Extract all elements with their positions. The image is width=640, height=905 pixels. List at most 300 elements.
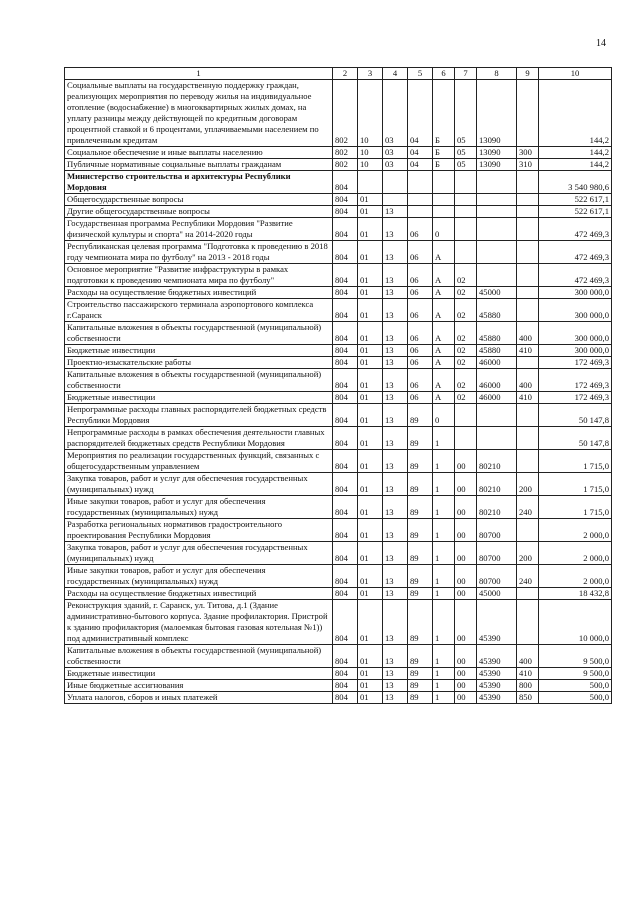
row-name: Уплата налогов, сборов и иных платежей — [65, 692, 333, 704]
code-vr — [517, 218, 539, 241]
code-cs4: 46000 — [477, 357, 517, 369]
code-pr: 13 — [383, 345, 408, 357]
code-pr: 13 — [383, 680, 408, 692]
code-vr: 400 — [517, 369, 539, 392]
code-cs2: 0 — [433, 404, 455, 427]
code-vr — [517, 80, 539, 147]
row-amount: 1 715,0 — [539, 450, 612, 473]
code-gp: 804 — [333, 519, 358, 542]
table-row — [65, 392, 612, 404]
code-rz: 01 — [358, 241, 383, 264]
code-cs2: 1 — [433, 645, 455, 668]
code-rz: 01 — [358, 496, 383, 519]
code-cs4 — [477, 194, 517, 206]
column-header: 3 — [358, 68, 383, 80]
row-amount: 9 500,0 — [539, 645, 612, 668]
code-cs1 — [408, 206, 433, 218]
code-rz: 01 — [358, 287, 383, 299]
code-vr — [517, 600, 539, 645]
code-cs4: 45390 — [477, 668, 517, 680]
row-amount: 1 715,0 — [539, 473, 612, 496]
code-cs3: 00 — [455, 692, 477, 704]
code-cs1: 06 — [408, 392, 433, 404]
code-cs4: 46000 — [477, 392, 517, 404]
code-rz: 01 — [358, 404, 383, 427]
row-amount: 472 469,3 — [539, 241, 612, 264]
code-cs2: 1 — [433, 565, 455, 588]
row-name: Республиканская целевая программа "Подготовка к проведению в 2018 году чемпионата мира по футболу" на 2013 - 2018 годы — [65, 241, 333, 264]
code-rz: 01 — [358, 600, 383, 645]
code-vr — [517, 404, 539, 427]
code-cs4: 80700 — [477, 519, 517, 542]
code-cs4 — [477, 206, 517, 218]
column-header: 8 — [477, 68, 517, 80]
code-pr: 13 — [383, 404, 408, 427]
code-cs2: 1 — [433, 473, 455, 496]
code-cs1: 06 — [408, 264, 433, 287]
code-cs3: 02 — [455, 392, 477, 404]
code-cs2: 1 — [433, 600, 455, 645]
code-cs2: 1 — [433, 427, 455, 450]
code-pr: 13 — [383, 264, 408, 287]
code-cs4: 46000 — [477, 369, 517, 392]
code-cs3: 05 — [455, 159, 477, 171]
code-cs2 — [433, 171, 455, 194]
code-cs2: 1 — [433, 692, 455, 704]
code-cs3: 00 — [455, 588, 477, 600]
code-pr: 13 — [383, 588, 408, 600]
code-cs1: 06 — [408, 345, 433, 357]
column-header: 10 — [539, 68, 612, 80]
code-rz: 01 — [358, 206, 383, 218]
table-row — [65, 692, 612, 704]
row-amount: 500,0 — [539, 680, 612, 692]
code-vr: 850 — [517, 692, 539, 704]
table-row — [65, 588, 612, 600]
code-cs3 — [455, 171, 477, 194]
code-cs3: 02 — [455, 357, 477, 369]
code-rz: 01 — [358, 645, 383, 668]
code-cs1: 06 — [408, 287, 433, 299]
code-gp: 804 — [333, 645, 358, 668]
code-cs3 — [455, 427, 477, 450]
code-vr: 310 — [517, 159, 539, 171]
code-cs1: 04 — [408, 159, 433, 171]
row-amount: 3 540 980,6 — [539, 171, 612, 194]
row-amount: 2 000,0 — [539, 565, 612, 588]
code-cs1 — [408, 194, 433, 206]
code-gp: 804 — [333, 680, 358, 692]
code-vr: 200 — [517, 542, 539, 565]
code-cs4: 45880 — [477, 322, 517, 345]
code-cs4: 45390 — [477, 645, 517, 668]
code-rz: 01 — [358, 473, 383, 496]
table-row — [65, 680, 612, 692]
code-cs4: 45000 — [477, 588, 517, 600]
row-amount: 472 469,3 — [539, 218, 612, 241]
code-cs4 — [477, 427, 517, 450]
code-vr — [517, 588, 539, 600]
code-cs4: 45390 — [477, 600, 517, 645]
row-name: Министерство строительства и архитектуры Республики Мордовия — [65, 171, 333, 194]
code-rz: 01 — [358, 299, 383, 322]
code-pr: 03 — [383, 147, 408, 159]
code-vr: 410 — [517, 668, 539, 680]
row-amount: 172 469,3 — [539, 392, 612, 404]
code-cs2: 1 — [433, 680, 455, 692]
code-cs2: 0 — [433, 218, 455, 241]
code-rz: 01 — [358, 565, 383, 588]
code-pr: 13 — [383, 692, 408, 704]
code-gp: 804 — [333, 692, 358, 704]
code-cs1: 89 — [408, 496, 433, 519]
row-name: Расходы на осуществление бюджетных инвестиций — [65, 287, 333, 299]
code-cs3: 02 — [455, 369, 477, 392]
row-amount: 2 000,0 — [539, 542, 612, 565]
code-rz: 01 — [358, 357, 383, 369]
row-name: Разработка региональных нормативов градостроительного проектирования Республики Мордовия — [65, 519, 333, 542]
table-body — [65, 68, 612, 704]
code-gp: 804 — [333, 264, 358, 287]
row-name: Государственная программа Республики Мордовия "Развитие физической культуры и спорта" на 2014-2020 годы — [65, 218, 333, 241]
table-row — [65, 645, 612, 668]
row-name: Непрограммные расходы главных распорядителей бюджетных средств Республики Мордовия — [65, 404, 333, 427]
code-rz: 01 — [358, 668, 383, 680]
row-name: Закупка товаров, работ и услуг для обеспечения государственных (муниципальных) нужд — [65, 542, 333, 565]
code-pr: 13 — [383, 473, 408, 496]
code-cs4: 80210 — [477, 450, 517, 473]
code-vr: 300 — [517, 147, 539, 159]
code-rz: 01 — [358, 692, 383, 704]
code-pr: 13 — [383, 645, 408, 668]
row-name: Иные закупки товаров, работ и услуг для обеспечения государственных (муниципальных) нужд — [65, 565, 333, 588]
code-vr — [517, 427, 539, 450]
code-cs4: 45390 — [477, 692, 517, 704]
code-cs3 — [455, 218, 477, 241]
table-row — [65, 542, 612, 565]
code-cs3: 00 — [455, 600, 477, 645]
code-rz: 10 — [358, 159, 383, 171]
code-vr: 240 — [517, 496, 539, 519]
row-name: Бюджетные инвестиции — [65, 668, 333, 680]
code-cs3: 02 — [455, 264, 477, 287]
code-cs2: 1 — [433, 496, 455, 519]
code-cs2: 1 — [433, 588, 455, 600]
code-cs2: 1 — [433, 450, 455, 473]
row-name: Мероприятия по реализации государственных функций, связанных с общегосударственным управлением — [65, 450, 333, 473]
row-name: Основное мероприятие "Развитие инфраструктуры в рамках подготовки к проведению чемпионата мира по футболу" — [65, 264, 333, 287]
code-rz: 01 — [358, 369, 383, 392]
code-cs2: 1 — [433, 519, 455, 542]
code-cs3: 02 — [455, 299, 477, 322]
code-pr: 13 — [383, 565, 408, 588]
code-gp: 804 — [333, 542, 358, 565]
code-pr: 13 — [383, 287, 408, 299]
code-gp: 804 — [333, 287, 358, 299]
table-row — [65, 194, 612, 206]
table-row — [65, 159, 612, 171]
code-cs3: 05 — [455, 80, 477, 147]
code-cs2: Б — [433, 159, 455, 171]
table-row — [65, 287, 612, 299]
code-cs2: А — [433, 299, 455, 322]
code-cs3: 05 — [455, 147, 477, 159]
code-pr: 13 — [383, 299, 408, 322]
code-gp: 804 — [333, 565, 358, 588]
code-cs1: 89 — [408, 680, 433, 692]
code-cs2: А — [433, 322, 455, 345]
code-cs4: 45390 — [477, 680, 517, 692]
code-cs3: 02 — [455, 287, 477, 299]
table-row — [65, 427, 612, 450]
code-cs2: А — [433, 392, 455, 404]
table-row — [65, 171, 612, 194]
code-pr: 13 — [383, 496, 408, 519]
code-cs1: 06 — [408, 322, 433, 345]
code-pr: 13 — [383, 206, 408, 218]
code-cs3: 00 — [455, 519, 477, 542]
code-cs1: 06 — [408, 357, 433, 369]
row-amount: 300 000,0 — [539, 322, 612, 345]
row-name: Публичные нормативные социальные выплаты гражданам — [65, 159, 333, 171]
code-cs3 — [455, 194, 477, 206]
code-cs4: 13090 — [477, 80, 517, 147]
row-amount: 172 469,3 — [539, 369, 612, 392]
code-cs3: 00 — [455, 450, 477, 473]
code-gp: 804 — [333, 473, 358, 496]
code-cs1: 89 — [408, 427, 433, 450]
code-pr: 13 — [383, 668, 408, 680]
code-rz: 01 — [358, 519, 383, 542]
row-name: Капитальные вложения в объекты государственной (муниципальной) собственности — [65, 645, 333, 668]
code-pr — [383, 194, 408, 206]
code-cs4: 13090 — [477, 159, 517, 171]
code-gp: 804 — [333, 404, 358, 427]
code-vr: 200 — [517, 473, 539, 496]
code-gp: 804 — [333, 668, 358, 680]
table-row — [65, 404, 612, 427]
code-vr: 240 — [517, 565, 539, 588]
code-cs2: Б — [433, 147, 455, 159]
code-cs1: 06 — [408, 299, 433, 322]
code-cs4 — [477, 264, 517, 287]
code-cs2 — [433, 206, 455, 218]
code-gp: 804 — [333, 450, 358, 473]
code-pr: 03 — [383, 159, 408, 171]
code-cs1: 89 — [408, 668, 433, 680]
code-cs4: 45880 — [477, 345, 517, 357]
row-name: Иные бюджетные ассигнования — [65, 680, 333, 692]
code-vr — [517, 287, 539, 299]
code-cs1: 89 — [408, 450, 433, 473]
code-vr — [517, 171, 539, 194]
code-pr: 13 — [383, 392, 408, 404]
code-cs4 — [477, 171, 517, 194]
code-gp: 804 — [333, 206, 358, 218]
budget-table — [64, 67, 612, 704]
code-pr: 13 — [383, 241, 408, 264]
code-gp: 804 — [333, 299, 358, 322]
row-amount: 522 617,1 — [539, 206, 612, 218]
code-cs4: 13090 — [477, 147, 517, 159]
table-row — [65, 369, 612, 392]
column-header: 7 — [455, 68, 477, 80]
table-row — [65, 80, 612, 147]
code-cs2: Б — [433, 80, 455, 147]
row-amount: 2 000,0 — [539, 519, 612, 542]
code-vr — [517, 519, 539, 542]
code-cs1: 89 — [408, 565, 433, 588]
code-gp: 804 — [333, 357, 358, 369]
code-cs2: А — [433, 369, 455, 392]
code-gp: 804 — [333, 427, 358, 450]
code-cs4 — [477, 404, 517, 427]
code-vr: 410 — [517, 392, 539, 404]
row-amount: 50 147,8 — [539, 427, 612, 450]
row-amount: 10 000,0 — [539, 600, 612, 645]
code-cs4: 80700 — [477, 565, 517, 588]
row-name: Социальное обеспечение и иные выплаты населению — [65, 147, 333, 159]
table-row — [65, 322, 612, 345]
row-amount: 300 000,0 — [539, 345, 612, 357]
column-header: 2 — [333, 68, 358, 80]
code-gp: 804 — [333, 496, 358, 519]
table-row — [65, 600, 612, 645]
code-cs1: 04 — [408, 147, 433, 159]
code-rz: 01 — [358, 450, 383, 473]
column-header: 1 — [65, 68, 333, 80]
code-gp: 802 — [333, 80, 358, 147]
table-row — [65, 473, 612, 496]
code-rz: 01 — [358, 680, 383, 692]
code-vr — [517, 206, 539, 218]
code-gp: 804 — [333, 194, 358, 206]
column-header: 9 — [517, 68, 539, 80]
table-row — [65, 241, 612, 264]
code-rz: 01 — [358, 345, 383, 357]
code-gp: 804 — [333, 218, 358, 241]
table-row — [65, 345, 612, 357]
table-row — [65, 147, 612, 159]
row-amount: 50 147,8 — [539, 404, 612, 427]
column-header: 4 — [383, 68, 408, 80]
code-pr: 13 — [383, 450, 408, 473]
code-vr: 410 — [517, 345, 539, 357]
row-amount: 300 000,0 — [539, 299, 612, 322]
code-pr — [383, 171, 408, 194]
row-name: Бюджетные инвестиции — [65, 392, 333, 404]
table-row — [65, 668, 612, 680]
code-cs2: А — [433, 345, 455, 357]
code-cs3 — [455, 241, 477, 264]
code-cs1: 04 — [408, 80, 433, 147]
code-cs2: А — [433, 264, 455, 287]
table-row — [65, 519, 612, 542]
code-cs1: 89 — [408, 588, 433, 600]
code-cs3: 00 — [455, 473, 477, 496]
table-header-row — [65, 68, 612, 80]
code-vr — [517, 241, 539, 264]
code-cs4: 45880 — [477, 299, 517, 322]
code-vr — [517, 264, 539, 287]
code-vr — [517, 450, 539, 473]
row-name: Проектно-изыскательские работы — [65, 357, 333, 369]
code-cs1: 89 — [408, 645, 433, 668]
row-name: Капитальные вложения в объекты государственной (муниципальной) собственности — [65, 369, 333, 392]
row-name: Непрограммные расходы в рамках обеспечения деятельности главных распорядителей бюджетных средств Республики Мордовия — [65, 427, 333, 450]
code-cs1: 89 — [408, 600, 433, 645]
row-name: Реконструкция зданий, г. Саранск, ул. Титова, д.1 (Здание административно-бытового корпуса. Здание профилактория. Пристрой к зданию профилактория (малоемкая бытовая газовая котельная №1)) под административный комплекс — [65, 600, 333, 645]
code-cs3 — [455, 404, 477, 427]
column-header: 5 — [408, 68, 433, 80]
code-vr — [517, 194, 539, 206]
code-pr: 13 — [383, 322, 408, 345]
code-cs1: 06 — [408, 241, 433, 264]
table-row — [65, 496, 612, 519]
code-cs4: 45000 — [477, 287, 517, 299]
row-name: Закупка товаров, работ и услуг для обеспечения государственных (муниципальных) нужд — [65, 473, 333, 496]
code-cs3: 00 — [455, 680, 477, 692]
table-row — [65, 565, 612, 588]
code-vr — [517, 357, 539, 369]
table-row — [65, 206, 612, 218]
code-cs4 — [477, 241, 517, 264]
column-header: 6 — [433, 68, 455, 80]
code-gp: 802 — [333, 159, 358, 171]
code-cs4: 80210 — [477, 473, 517, 496]
code-cs3: 00 — [455, 668, 477, 680]
row-amount: 144,2 — [539, 147, 612, 159]
code-pr: 13 — [383, 427, 408, 450]
code-gp: 804 — [333, 322, 358, 345]
row-name: Капитальные вложения в объекты государственной (муниципальной) собственности — [65, 322, 333, 345]
code-cs1 — [408, 171, 433, 194]
row-amount: 522 617,1 — [539, 194, 612, 206]
row-name: Общегосударственные вопросы — [65, 194, 333, 206]
code-cs1: 06 — [408, 218, 433, 241]
code-cs1: 89 — [408, 473, 433, 496]
code-cs1: 89 — [408, 404, 433, 427]
row-name: Иные закупки товаров, работ и услуг для обеспечения государственных (муниципальных) нужд — [65, 496, 333, 519]
code-rz: 01 — [358, 588, 383, 600]
code-cs2 — [433, 194, 455, 206]
code-vr: 400 — [517, 645, 539, 668]
page-number: 14 — [596, 38, 606, 49]
code-cs4 — [477, 218, 517, 241]
code-gp: 804 — [333, 392, 358, 404]
code-rz — [358, 171, 383, 194]
row-amount: 144,2 — [539, 80, 612, 147]
code-gp: 804 — [333, 241, 358, 264]
code-rz: 01 — [358, 194, 383, 206]
row-amount: 472 469,3 — [539, 264, 612, 287]
code-cs3: 00 — [455, 645, 477, 668]
code-cs2: А — [433, 241, 455, 264]
code-cs4: 80210 — [477, 496, 517, 519]
code-gp: 804 — [333, 600, 358, 645]
code-rz: 01 — [358, 542, 383, 565]
row-amount: 1 715,0 — [539, 496, 612, 519]
code-cs1: 89 — [408, 542, 433, 565]
row-amount: 18 432,8 — [539, 588, 612, 600]
code-cs3 — [455, 206, 477, 218]
code-rz: 01 — [358, 427, 383, 450]
code-cs3: 02 — [455, 322, 477, 345]
code-cs3: 00 — [455, 565, 477, 588]
code-cs2: 1 — [433, 542, 455, 565]
code-rz: 01 — [358, 264, 383, 287]
code-cs2: А — [433, 357, 455, 369]
